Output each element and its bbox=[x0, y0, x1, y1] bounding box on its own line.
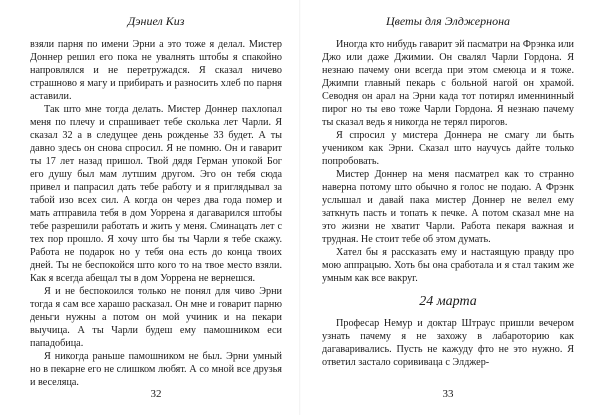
right-paragraph: Професар Немур и доктар Штраус пришли вечером узнать пачему я не захожу в лабароторию как дагаваривались. Пусть не кажуду фто не это нужно. Я ответил застало сорививаца с Элджер- bbox=[322, 318, 574, 368]
right-body-text bbox=[322, 38, 574, 369]
right-paragraph: Хател бы я рассказать ему и настаящую правду про мою аппрацыю. Хоть бы она сработала и я стал таким же умным как все вакруг. bbox=[322, 247, 574, 284]
right-page bbox=[322, 0, 574, 415]
left-running-head: Дэниел Киз bbox=[127, 14, 185, 28]
right-page-number: 33 bbox=[442, 388, 454, 400]
right-running-head: Цветы для Элджернона bbox=[385, 14, 511, 28]
right-paragraph: Я спросил у мистера Доннера не смагу ли быть учеником как Эрни. Сказал што научусь дайте только попробовать. bbox=[322, 130, 574, 167]
left-body-text bbox=[30, 38, 282, 389]
left-paragraph: Я никогда раньше памошником не был. Эрни умный но в пекарне его не слишком любят. А со мной все друзья и веселяца. bbox=[30, 351, 282, 388]
left-paragraph: взяли парня по имени Эрни а это тоже я делал. Мистер Доннер решил его пока не увалнять штобы я спакойно напровлялся и не перетружадся. Я сказал ничево страшново я магу и прибирать и разносить хлеб по парня аставили. bbox=[30, 39, 282, 102]
right-paragraph: Иногда кто нибудь гаварит эй пасматри на Фрэнка или Джо или даже Джимии. Он свалял Чарли Гордона. Я незнаю пачему они всегда при этом смеюца и я тоже. Джимпи главный пекарь с больной нагой он храмой. Севодня он арал на Эрни када тот потирял именнинный пирог но ты ево тоже Чарли Гордона. Я незнаю пачему ты сказал ведь я никогда не терял пирогов. bbox=[322, 39, 574, 128]
left-paragraph: Так што мне тогда делать. Мистер Доннер пахлопал меня по плечу и спрашивает тебе сколька лет Чарли. Я сказал 32 а в следущее день рожденье 33 будет. А ты давно здесь он снова спросил. Я не помню. Он и гаварит ты 17 лет назад пришол. Твой дядя Герман упокой Бог его душу был мам лутшим другом. Эго он тебя сюда привел и папрасил дать тебе работу и я приглядывал за табой изо всех сил. А когда он через два года помер и мать атправила тебя в дом Уоррена я дагаварился штобы тебе разрешили работать и жить у меня. Сминацать лет с тех пор прошло. Я хочу што бы ты Чарли я тебе скажу. Работа не подарок но у тебя она есть до конца твоих дней. Ты не беспокойся што кого то на твое место взяли. Как я всегда абещал ты в дом Уоррена не вернешся. bbox=[30, 104, 282, 284]
left-page-number: 32 bbox=[150, 388, 162, 400]
right-paragraph: Мистер Доннер на меня пасматрел как то странно наверна потому што обычно я голос не подаю. А Фрэнк услышал и давай пака мистер Доннер не велел ему заткнуть пасть и топать к печке. А потом сказал мне на это жизни не хватит Чарли. Работа пекаря важная и трудная. Не стоит тебе об этом думать. bbox=[322, 169, 574, 245]
book-gutter bbox=[299, 0, 301, 415]
left-page bbox=[30, 0, 282, 415]
left-paragraph: Я и не беспокоился только не понял для чиво Эрни тогда я сам все харашо расказал. Он мне и говарит парню деньги нужны а потом он мой учиник и на пекари выучица. А ты Чарли будеш ему памошником еси пападобица. bbox=[30, 286, 282, 349]
date-heading: 24 марта bbox=[419, 294, 477, 309]
